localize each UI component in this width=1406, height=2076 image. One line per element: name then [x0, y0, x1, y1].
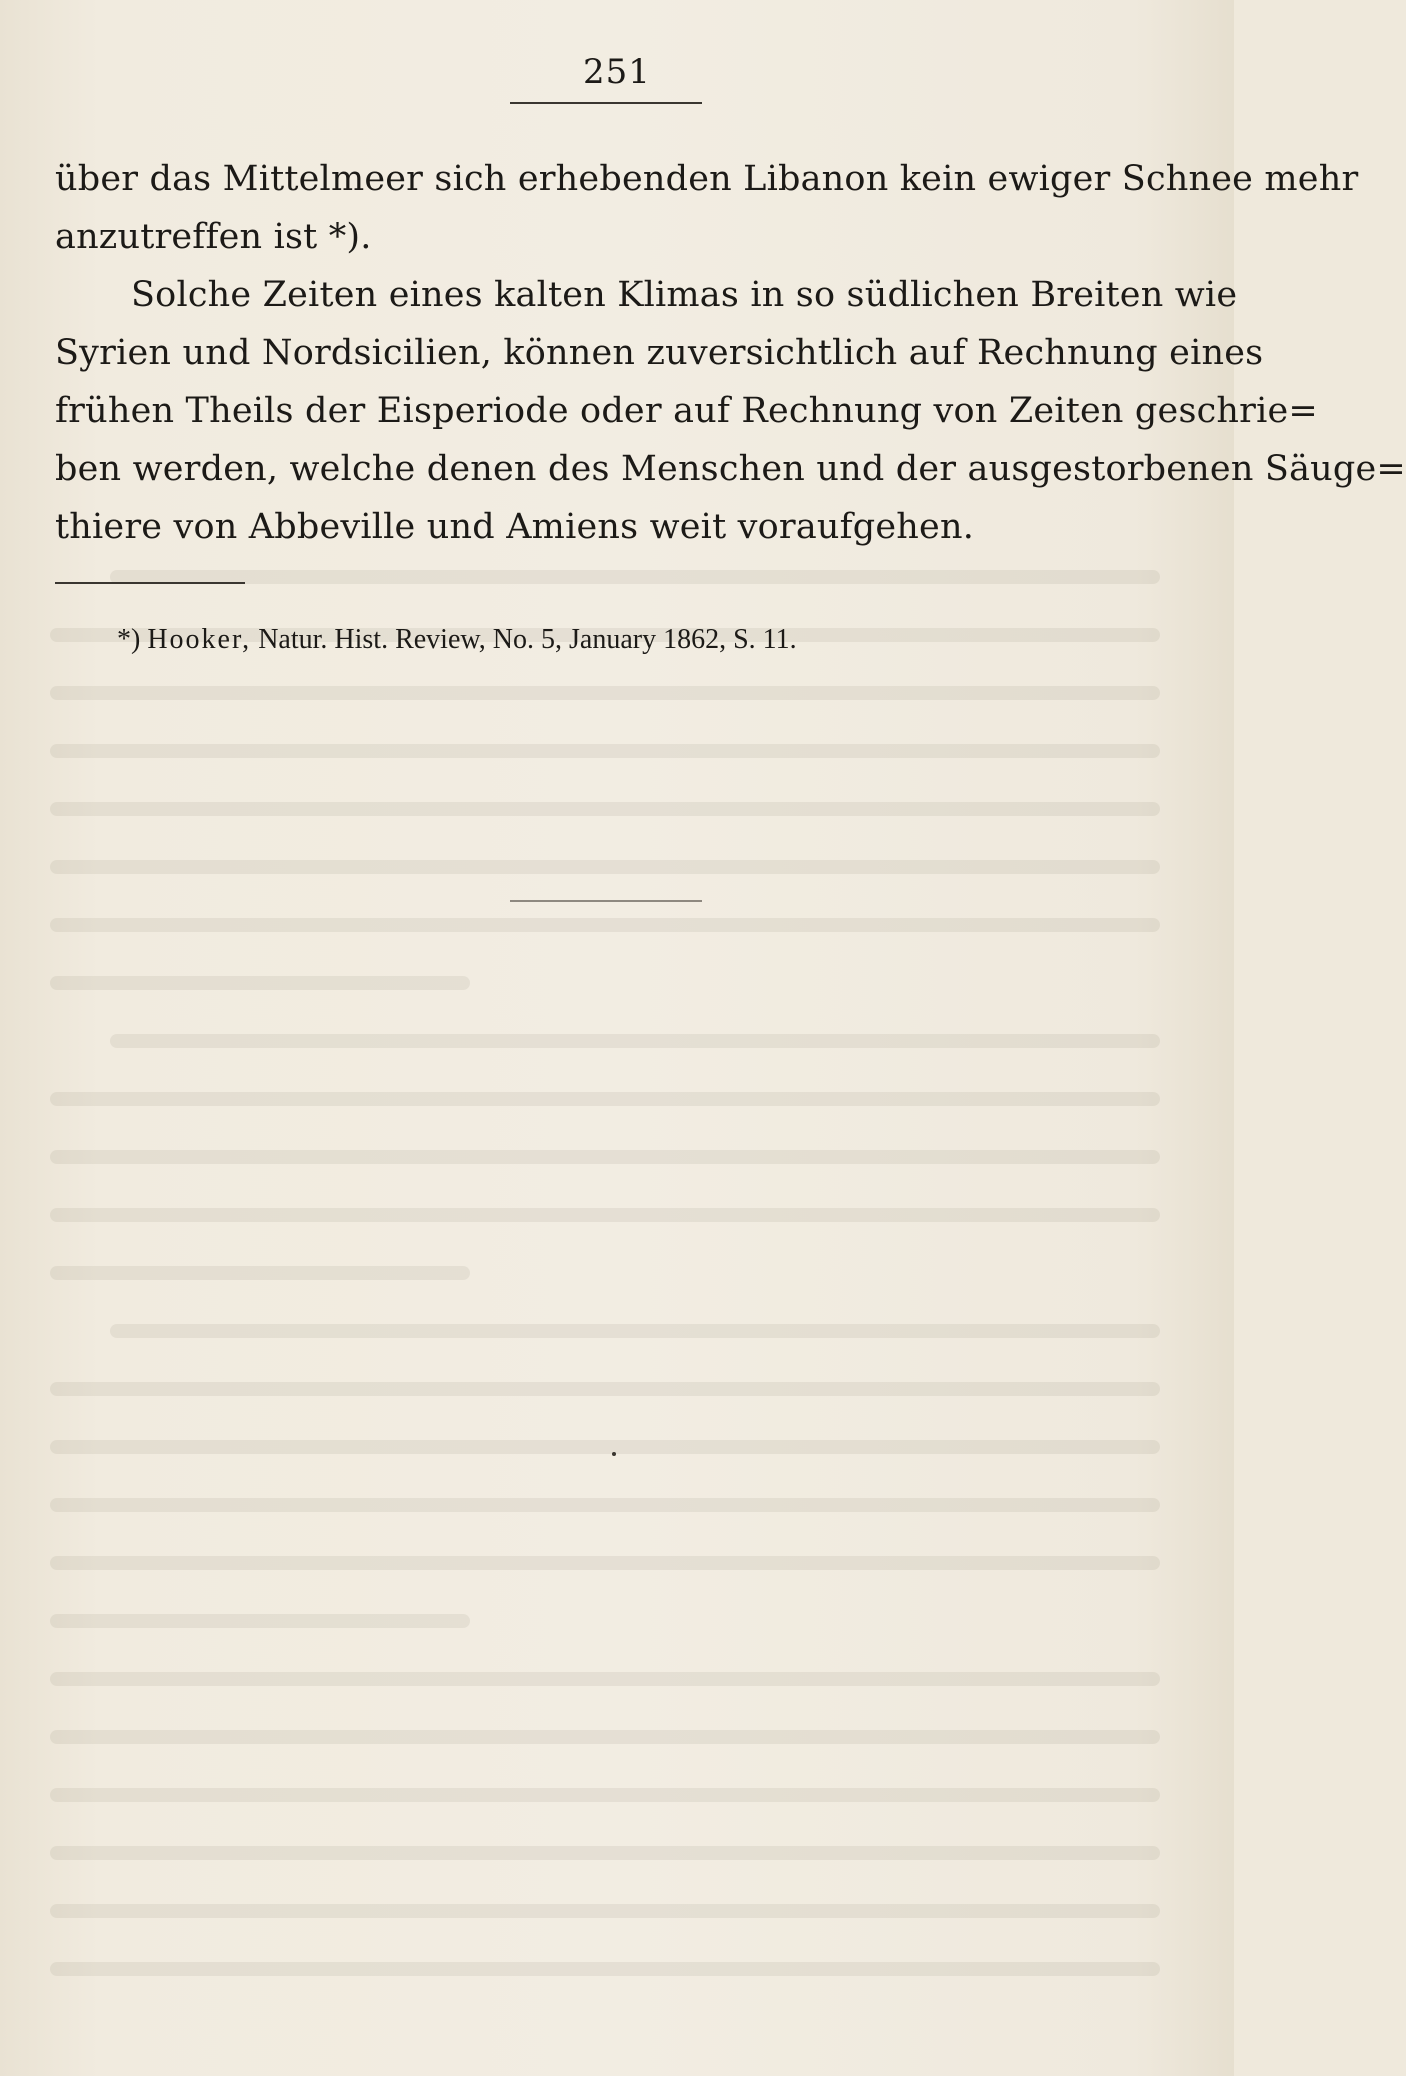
- footnote-author: Hooker,: [147, 624, 252, 655]
- footnote-rule: [55, 582, 245, 584]
- page-number: 251: [583, 52, 651, 92]
- show-through-line: [50, 1846, 1160, 1860]
- body-text: [55, 150, 1406, 556]
- text-line: ben werden, welche denen des Menschen und der ausgestorbenen Säuge=: [55, 449, 1406, 489]
- show-through-line: [50, 1208, 1160, 1222]
- footnote-citation: Natur. Hist. Review, No. 5, January 1862, S. 11.: [258, 624, 797, 655]
- show-through-line: [50, 1498, 1160, 1512]
- show-through-line: [50, 1382, 1160, 1396]
- text-line: Solche Zeiten eines kalten Klimas in so südlichen Breiten wie: [131, 275, 1238, 315]
- section-rule: [510, 900, 702, 902]
- ink-dot: [612, 1452, 616, 1456]
- text-line: frühen Theils der Eisperiode oder auf Rechnung von Zeiten geschrie=: [55, 391, 1318, 431]
- show-through-line: [110, 1324, 1160, 1338]
- show-through-line: [110, 1034, 1160, 1048]
- show-through-line: [50, 802, 1160, 816]
- reverse-side-show-through: [50, 560, 1170, 2040]
- show-through-line: [50, 744, 1160, 758]
- footnote: [117, 622, 797, 658]
- show-through-line: [50, 1614, 470, 1628]
- show-through-line: [50, 860, 1160, 874]
- text-line: Syrien und Nordsicilien, können zuversichtlich auf Rechnung eines: [55, 333, 1264, 373]
- show-through-line: [50, 1904, 1160, 1918]
- show-through-line: [50, 976, 470, 990]
- show-through-line: [50, 686, 1160, 700]
- footnote-marker: *): [117, 624, 141, 655]
- show-through-line: [50, 1150, 1160, 1164]
- text-line: anzutreffen ist *).: [55, 217, 372, 257]
- show-through-line: [50, 1266, 470, 1280]
- show-through-line: [110, 570, 1160, 584]
- text-line: thiere von Abbeville und Amiens weit voraufgehen.: [55, 507, 975, 547]
- show-through-line: [50, 918, 1160, 932]
- header-rule: [510, 102, 702, 104]
- show-through-line: [50, 1730, 1160, 1744]
- show-through-line: [50, 1672, 1160, 1686]
- show-through-line: [50, 1440, 1160, 1454]
- show-through-line: [50, 1556, 1160, 1570]
- show-through-line: [50, 1788, 1160, 1802]
- show-through-line: [50, 1092, 1160, 1106]
- text-line: über das Mittelmeer sich erhebenden Libanon kein ewiger Schnee mehr: [55, 159, 1359, 199]
- show-through-line: [50, 1962, 1160, 1976]
